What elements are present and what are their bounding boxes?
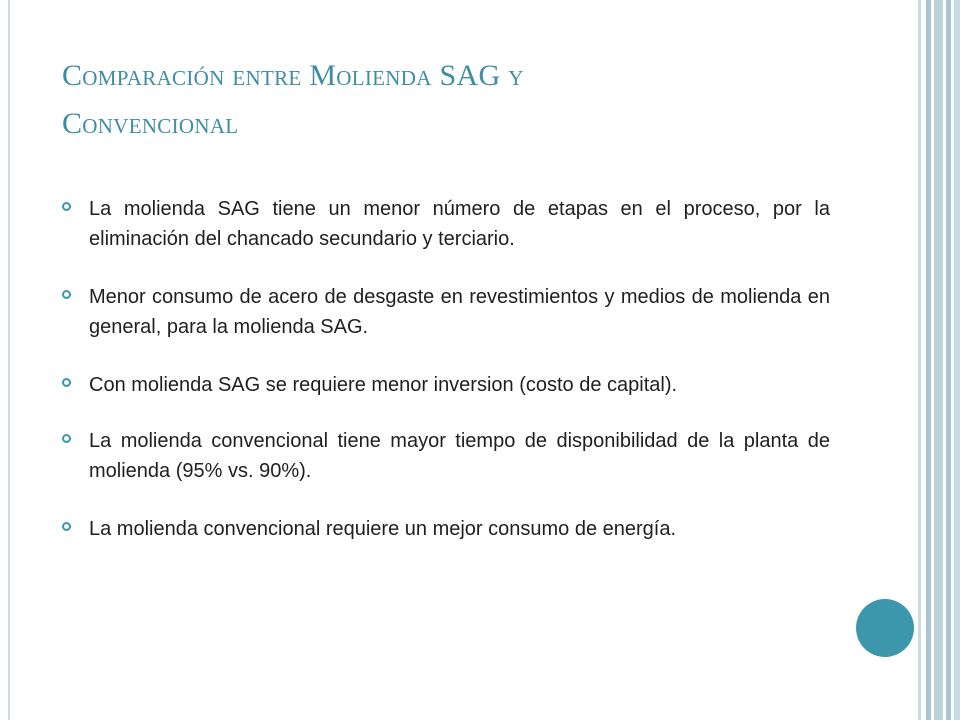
- bullet-text: Menor consumo de acero de desgaste en revestimientos y medios de molienda en general, para la molienda SAG.: [89, 286, 830, 338]
- decorative-stripe: [918, 0, 921, 720]
- accent-circle-icon: [856, 599, 914, 657]
- bullet-item: [62, 426, 830, 486]
- decorative-stripe: [926, 0, 931, 720]
- bullet-item: [62, 194, 830, 254]
- decorative-stripe: [954, 0, 960, 720]
- decorative-stripe: [934, 0, 943, 720]
- bullet-item: [62, 370, 830, 400]
- ring-bullet-icon: [62, 202, 71, 211]
- bullet-item: [62, 514, 830, 544]
- slide-title: [62, 52, 782, 148]
- ring-bullet-icon: [62, 434, 71, 443]
- decorative-stripe: [946, 0, 951, 720]
- ring-bullet-icon: [62, 290, 71, 299]
- left-border-rule: [8, 0, 10, 720]
- bullet-text: La molienda convencional tiene mayor tiempo de disponibilidad de la planta de molienda (95% vs. 90%).: [89, 430, 830, 482]
- slide-title-line-2: Convencional: [62, 107, 239, 140]
- ring-bullet-icon: [62, 378, 71, 387]
- bullet-text: Con molienda SAG se requiere menor inversion (costo de capital).: [89, 374, 678, 396]
- bullet-text: La molienda SAG tiene un menor número de etapas en el proceso, por la eliminación del chancado secundario y terciario.: [89, 198, 830, 250]
- bullet-text: La molienda convencional requiere un mejor consumo de energía.: [89, 518, 677, 540]
- slide-title-line-1: Comparación entre Molienda SAG y: [62, 59, 524, 92]
- bullet-item: [62, 282, 830, 342]
- ring-bullet-icon: [62, 522, 71, 531]
- bullet-list: [62, 194, 830, 572]
